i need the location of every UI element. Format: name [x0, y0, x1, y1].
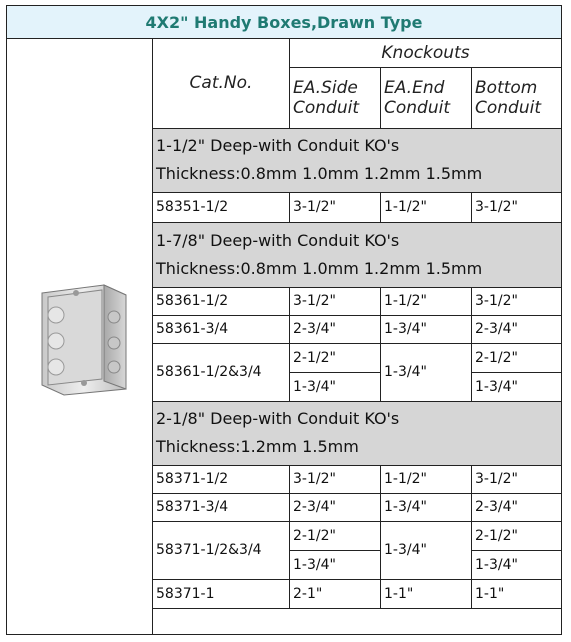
side-cell: 2-1" — [290, 579, 381, 608]
cat-no-cell: 58361-1/2&3/4 — [153, 343, 290, 401]
end-conduit-header: EA.End Conduit — [381, 67, 472, 128]
cat-no-cell: 58361-3/4 — [153, 315, 290, 343]
cat-no-cell: 58351-1/2 — [153, 192, 290, 222]
bottom-cell: 2-1/2" — [472, 521, 562, 550]
end-cell: 1-1/2" — [381, 465, 472, 493]
table-row — [153, 521, 562, 550]
bottom-cell: 1-3/4" — [472, 550, 562, 579]
table-title: 4X2" Handy Boxes,Drawn Type — [7, 6, 561, 39]
bottom-cell: 2-1/2" — [472, 343, 562, 372]
bottom-conduit-header: Bottom Conduit — [472, 67, 562, 128]
side-cell: 2-1/2" — [290, 343, 381, 372]
section-heading: 1-1/2" Deep-with Conduit KO's Thickness:0.8mm 1.0mm 1.2mm 1.5mm — [153, 128, 562, 192]
end-cell: 1-3/4" — [381, 343, 472, 401]
table-row — [153, 579, 562, 608]
table-row — [153, 493, 562, 521]
side-cell: 1-3/4" — [290, 550, 381, 579]
side-cell: 1-3/4" — [290, 372, 381, 401]
end-cell: 1-3/4" — [381, 315, 472, 343]
table-row — [153, 343, 562, 372]
bottom-cell: 1-1" — [472, 579, 562, 608]
side-cell: 3-1/2" — [290, 465, 381, 493]
cat-no-header: Cat.No. — [153, 39, 290, 128]
side-cell: 3-1/2" — [290, 287, 381, 315]
knockouts-header: Knockouts — [290, 39, 562, 67]
cat-no-cell: 58361-1/2 — [153, 287, 290, 315]
bottom-cell: 2-3/4" — [472, 315, 562, 343]
handy-box-image — [34, 281, 134, 396]
side-cell: 2-3/4" — [290, 315, 381, 343]
section-heading: 1-7/8" Deep-with Conduit KO's Thickness:0.8mm 1.0mm 1.2mm 1.5mm — [153, 222, 562, 287]
end-cell: 1-1" — [381, 579, 472, 608]
side-cell: 2-3/4" — [290, 493, 381, 521]
side-cell: 2-1/2" — [290, 521, 381, 550]
bottom-cell: 1-3/4" — [472, 372, 562, 401]
section-heading: 2-1/8" Deep-with Conduit KO's Thickness:1.2mm 1.5mm — [153, 401, 562, 465]
end-cell: 1-1/2" — [381, 287, 472, 315]
table-row — [153, 315, 562, 343]
cat-no-cell: 58371-3/4 — [153, 493, 290, 521]
table-row — [153, 287, 562, 315]
end-cell: 1-3/4" — [381, 521, 472, 579]
side-cell: 3-1/2" — [290, 192, 381, 222]
end-cell: 1-3/4" — [381, 493, 472, 521]
table-row — [153, 465, 562, 493]
end-cell: 1-1/2" — [381, 192, 472, 222]
product-image-cell — [7, 39, 153, 634]
cat-no-cell: 58371-1/2 — [153, 465, 290, 493]
bottom-cell: 2-3/4" — [472, 493, 562, 521]
bottom-cell: 3-1/2" — [472, 465, 562, 493]
table-row — [153, 192, 562, 222]
bottom-cell: 3-1/2" — [472, 287, 562, 315]
cat-no-cell: 58371-1 — [153, 579, 290, 608]
spec-table — [152, 39, 562, 609]
side-conduit-header: EA.Side Conduit — [290, 67, 381, 128]
cat-no-cell: 58371-1/2&3/4 — [153, 521, 290, 579]
bottom-cell: 3-1/2" — [472, 192, 562, 222]
